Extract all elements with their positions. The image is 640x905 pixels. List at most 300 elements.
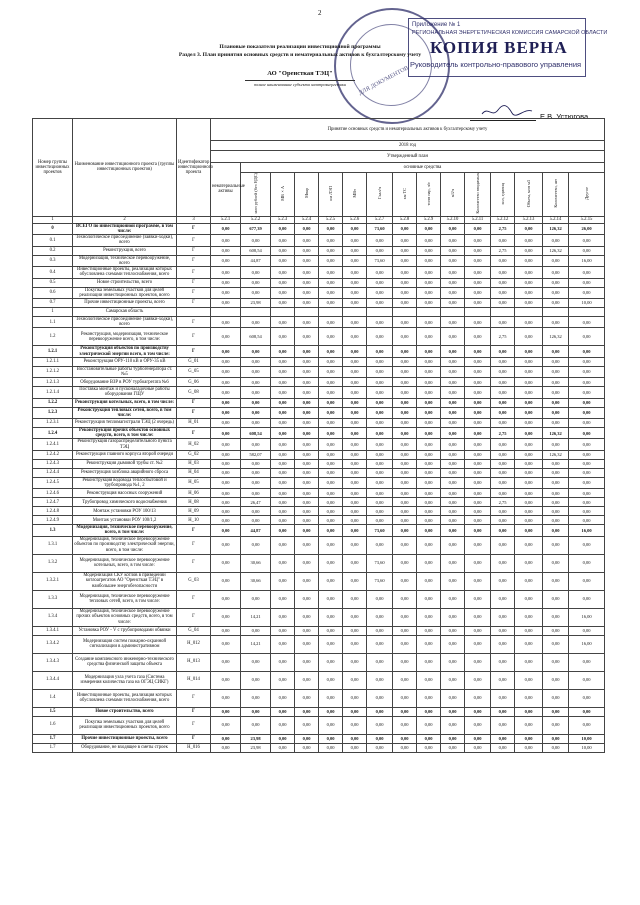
row-value: 0,00 <box>491 278 515 287</box>
row-value: 0,00 <box>241 387 271 398</box>
row-value: 0,00 <box>465 387 491 398</box>
row-value: 0,00 <box>211 626 241 635</box>
row-value: 0,00 <box>465 468 491 477</box>
row-value: 0,00 <box>241 671 271 689</box>
row-value: 0,00 <box>417 278 441 287</box>
table-row <box>33 671 605 689</box>
row-value: 0,00 <box>491 516 515 525</box>
row-value: 0,00 <box>211 235 241 246</box>
row-number: 1.4 <box>33 689 73 707</box>
row-value: 0,00 <box>367 477 393 488</box>
row-value: 0,00 <box>491 716 515 734</box>
row-value: 0,00 <box>441 357 465 366</box>
row-value: 0,00 <box>367 671 393 689</box>
row-value: 0,00 <box>465 439 491 450</box>
row-value: 0,00 <box>441 525 465 536</box>
row-value: 0,00 <box>343 734 367 743</box>
row-value: 0,00 <box>569 716 605 734</box>
row-value <box>393 307 417 316</box>
row-value: 0,00 <box>515 716 543 734</box>
row-value: 0,00 <box>343 328 367 346</box>
row-value: 0,00 <box>569 427 605 438</box>
row-value: 0,00 <box>271 516 295 525</box>
header-subcol <box>543 173 569 217</box>
row-value: 0,00 <box>393 439 417 450</box>
row-value: 0,00 <box>295 626 319 635</box>
row-value: 0,00 <box>417 450 441 459</box>
row-value: 0,00 <box>515 387 543 398</box>
row-value: 0,00 <box>343 316 367 327</box>
row-value: 0,00 <box>343 278 367 287</box>
header-project-id: Идентификатор инвестиционного проекта <box>177 119 211 217</box>
row-value: 0,00 <box>417 298 441 307</box>
row-value: 0,00 <box>417 707 441 716</box>
row-value: 0,00 <box>441 439 465 450</box>
row-value: 0,00 <box>417 398 441 407</box>
row-value: 0,00 <box>515 278 543 287</box>
row-value: 0,00 <box>295 235 319 246</box>
row-value: 0,00 <box>271 427 295 438</box>
row-value: 0,00 <box>211 572 241 590</box>
row-value: 0,00 <box>465 407 491 418</box>
row-value: 16,00 <box>569 525 605 536</box>
header-subcol <box>465 173 491 217</box>
row-value <box>319 307 343 316</box>
row-number: 0.5 <box>33 278 73 287</box>
row-value: 0,00 <box>491 477 515 488</box>
row-value: 0,00 <box>295 554 319 572</box>
row-number: 1.3.2 <box>33 554 73 572</box>
row-value: 0,00 <box>211 407 241 418</box>
row-value: 0,00 <box>543 590 569 608</box>
row-value: 0,00 <box>515 459 543 468</box>
row-value: 0,00 <box>211 223 241 234</box>
row-project-name: Новое строительство, всего <box>73 278 177 287</box>
row-value: 0,00 <box>441 468 465 477</box>
row-number: 1.3.4.2 <box>33 635 73 653</box>
row-value: 0,00 <box>241 707 271 716</box>
row-value: 0,00 <box>491 346 515 357</box>
row-value: 0,00 <box>491 554 515 572</box>
row-value: 0,00 <box>343 477 367 488</box>
row-value: 0,00 <box>319 536 343 554</box>
row-number: 1.5 <box>33 707 73 716</box>
row-value: 0,00 <box>569 378 605 387</box>
row-value: 0,00 <box>319 525 343 536</box>
row-value: 0,00 <box>295 489 319 498</box>
row-number: 1.2.3 <box>33 407 73 418</box>
column-number: 5.2.12 <box>491 216 515 223</box>
row-number: 1.1 <box>33 316 73 327</box>
row-project-id: H_09 <box>177 507 211 516</box>
row-value: 0,00 <box>569 590 605 608</box>
table-row <box>33 689 605 707</box>
table-row <box>33 590 605 608</box>
row-value: 0,00 <box>319 407 343 418</box>
row-value: 0,00 <box>343 489 367 498</box>
row-value: 0,00 <box>211 328 241 346</box>
row-value: 0,00 <box>241 346 271 357</box>
table-row <box>33 635 605 653</box>
row-value: 0,00 <box>295 516 319 525</box>
table-row <box>33 498 605 507</box>
row-value: 0,00 <box>211 477 241 488</box>
row-value: 0,00 <box>295 459 319 468</box>
row-value: 0,00 <box>569 653 605 671</box>
row-number: 1.3.2.1 <box>33 572 73 590</box>
row-value: 0,00 <box>211 287 241 298</box>
row-value: 0,00 <box>393 459 417 468</box>
row-value: 0,00 <box>393 246 417 255</box>
row-value: 0,00 <box>393 608 417 626</box>
row-value: 0,00 <box>515 468 543 477</box>
row-value: 0,00 <box>343 626 367 635</box>
row-project-id: Г <box>177 707 211 716</box>
row-value: 0,00 <box>211 398 241 407</box>
row-value: 0,00 <box>491 707 515 716</box>
row-number: 1.2.1.1 <box>33 357 73 366</box>
row-value: 0,00 <box>465 477 491 488</box>
header-subcol <box>241 173 271 217</box>
row-value: 0,00 <box>271 707 295 716</box>
row-value: 0,00 <box>441 507 465 516</box>
row-value: 0,00 <box>271 398 295 407</box>
row-project-name: Реконструкция дымовой трубы ст. №2 <box>73 459 177 468</box>
row-value: 0,00 <box>491 439 515 450</box>
row-value: 0,00 <box>491 407 515 418</box>
row-number: 1.6 <box>33 716 73 734</box>
row-value: 0,00 <box>465 328 491 346</box>
row-value: 0,00 <box>295 278 319 287</box>
row-project-name: Новое строительство, всего <box>73 707 177 716</box>
row-value: 0,00 <box>271 743 295 752</box>
row-value: 0,00 <box>393 387 417 398</box>
row-value: 0,00 <box>319 689 343 707</box>
row-value: 30,66 <box>241 572 271 590</box>
row-value: 0,00 <box>515 287 543 298</box>
row-value: 0,00 <box>319 246 343 255</box>
row-value: 0,00 <box>543 516 569 525</box>
row-value: 0,00 <box>241 516 271 525</box>
row-value: 0,00 <box>543 459 569 468</box>
row-value: 0,00 <box>543 653 569 671</box>
row-value: 0,00 <box>417 498 441 507</box>
row-value: 0,00 <box>241 398 271 407</box>
table-row <box>33 223 605 234</box>
row-value: 0,00 <box>343 387 367 398</box>
row-value: 0,00 <box>417 346 441 357</box>
row-value: 0,00 <box>491 689 515 707</box>
row-value: 0,00 <box>543 477 569 488</box>
row-value: 0,00 <box>441 427 465 438</box>
row-value: 0,00 <box>295 267 319 278</box>
row-value: 2,75 <box>491 427 515 438</box>
table-row <box>33 267 605 278</box>
row-value: 0,00 <box>367 653 393 671</box>
row-value: 0,00 <box>319 328 343 346</box>
row-project-name: Создание комплексного инженерно-технического средства физической защиты объекта <box>73 653 177 671</box>
row-value: 0,00 <box>367 267 393 278</box>
row-value: 0,00 <box>543 525 569 536</box>
row-value: 0,00 <box>241 366 271 377</box>
row-value: 0,00 <box>515 635 543 653</box>
row-value: 0,00 <box>569 418 605 427</box>
row-value: 0,00 <box>241 477 271 488</box>
row-project-name: Реконструкция хозблока аварийного сброса <box>73 468 177 477</box>
row-value: 0,00 <box>515 590 543 608</box>
row-value: 0,00 <box>319 298 343 307</box>
row-value: 0,00 <box>543 235 569 246</box>
header-subcol-label: млн рублей (без НДС) <box>252 173 258 214</box>
row-project-name: Трубопровод химического водоснабжения <box>73 498 177 507</box>
row-value: 0,00 <box>465 223 491 234</box>
row-project-id: Г <box>177 298 211 307</box>
row-value: 0,00 <box>271 554 295 572</box>
row-value: 0,00 <box>211 459 241 468</box>
row-project-name: Реконструкция главного корпуса второй очереди <box>73 450 177 459</box>
row-value: 0,00 <box>543 366 569 377</box>
row-value: 0,00 <box>319 278 343 287</box>
row-project-id: H_012 <box>177 635 211 653</box>
row-value: 0,00 <box>393 689 417 707</box>
row-value: 0,00 <box>569 439 605 450</box>
row-value: 0,00 <box>543 468 569 477</box>
row-value: 0,00 <box>295 572 319 590</box>
row-value: 0,00 <box>271 536 295 554</box>
column-number: 5.2.7 <box>367 216 393 223</box>
row-value: 0,00 <box>271 246 295 255</box>
row-value: 0,00 <box>271 450 295 459</box>
row-value: 0,00 <box>295 671 319 689</box>
row-project-name: Реконструкция, всего <box>73 246 177 255</box>
row-value: 0,00 <box>417 223 441 234</box>
stamp-annex: Приложение № 1 <box>412 22 461 28</box>
row-value: 0,00 <box>515 477 543 488</box>
row-value: 0,00 <box>417 507 441 516</box>
seal-text: ДЛЯ ДОКУМЕНТОВ <box>357 65 410 97</box>
row-value: 0,00 <box>367 498 393 507</box>
row-value: 0,00 <box>271 346 295 357</box>
row-value: 0,00 <box>211 346 241 357</box>
row-value: 0,00 <box>343 743 367 752</box>
row-number: 1.2.4.6 <box>33 489 73 498</box>
row-value: 0,00 <box>569 671 605 689</box>
row-value: 0,00 <box>393 357 417 366</box>
row-value: 0,00 <box>543 357 569 366</box>
row-value: 0,00 <box>393 223 417 234</box>
row-value: 0,00 <box>441 298 465 307</box>
row-project-name: Монтаж установки РОУ 100/1,2 <box>73 516 177 525</box>
row-value: 0,00 <box>211 255 241 266</box>
row-value: 0,00 <box>271 590 295 608</box>
row-value: 0,00 <box>515 235 543 246</box>
row-value: 0,00 <box>441 707 465 716</box>
row-value: 0,00 <box>543 716 569 734</box>
row-value: 26,47 <box>241 498 271 507</box>
row-value: 0,00 <box>393 507 417 516</box>
row-value: 0,00 <box>367 507 393 516</box>
row-value: 0,00 <box>393 278 417 287</box>
row-value: 0,00 <box>569 387 605 398</box>
row-value: 0,00 <box>271 689 295 707</box>
row-value: 44,87 <box>241 525 271 536</box>
row-project-name: Самарская область <box>73 307 177 316</box>
row-value: 0,00 <box>465 525 491 536</box>
row-value: 0,00 <box>319 378 343 387</box>
header-fixed-assets: основные средства <box>241 163 605 173</box>
row-value: 0,00 <box>417 459 441 468</box>
table-row <box>33 235 605 246</box>
row-value: 0,00 <box>417 418 441 427</box>
row-value: 0,00 <box>441 590 465 608</box>
row-value: 0,00 <box>343 287 367 298</box>
row-value: 0,00 <box>211 316 241 327</box>
row-value: 0,00 <box>367 316 393 327</box>
column-number: 5.2.4 <box>295 216 319 223</box>
row-value: 0,00 <box>569 357 605 366</box>
row-value: 0,00 <box>211 450 241 459</box>
row-project-name: Реконструкция объектов по производству электрической энергии всего, в том числе: <box>73 346 177 357</box>
row-value <box>211 307 241 316</box>
row-value: 0,00 <box>295 418 319 427</box>
row-value: 0,00 <box>367 590 393 608</box>
row-value: 0,00 <box>393 477 417 488</box>
row-value: 30,66 <box>241 554 271 572</box>
header-approved-plan: Утвержденный план <box>211 151 605 163</box>
header-subcol-label: Количество, шт <box>552 179 558 208</box>
row-value: 0,00 <box>211 427 241 438</box>
row-value: 0,00 <box>417 468 441 477</box>
row-value: 0,00 <box>569 235 605 246</box>
row-value: 0,00 <box>417 626 441 635</box>
row-project-id: Г <box>177 525 211 536</box>
row-value: 23,98 <box>241 734 271 743</box>
row-value: 0,00 <box>543 734 569 743</box>
row-value: 0,00 <box>319 572 343 590</box>
row-value: 0,00 <box>393 346 417 357</box>
row-value: 0,00 <box>491 635 515 653</box>
column-number: 5.2.15 <box>569 216 605 223</box>
header-project-name: Наименование инвестиционного проекта (группы инвестиционных проектов) <box>73 119 177 217</box>
row-value: 0,00 <box>543 671 569 689</box>
row-value: 0,00 <box>465 671 491 689</box>
row-value: 0,00 <box>491 450 515 459</box>
row-project-name: Прочие инвестиционные проекты, всего <box>73 734 177 743</box>
table-row <box>33 387 605 398</box>
row-value: 0,00 <box>319 439 343 450</box>
row-value: 0,00 <box>465 707 491 716</box>
row-value: 0,00 <box>441 743 465 752</box>
row-value: 0,00 <box>465 357 491 366</box>
organization-name: АО "Оренсткая ТЭЦ" <box>267 70 333 77</box>
row-value: 0,00 <box>343 507 367 516</box>
row-value: 73,60 <box>367 572 393 590</box>
row-value: 2,75 <box>491 328 515 346</box>
row-value: 0,00 <box>319 346 343 357</box>
row-value: 0,00 <box>465 298 491 307</box>
row-value: 0,00 <box>441 716 465 734</box>
row-value: 0,00 <box>393 328 417 346</box>
section-title: Раздел 3. План принятия основных средств и нематериальных активов к бухгалтерскому учету <box>178 52 422 58</box>
row-value <box>465 307 491 316</box>
row-value: 0,00 <box>465 626 491 635</box>
row-value: 0,00 <box>569 366 605 377</box>
row-value: 0,00 <box>441 626 465 635</box>
row-value: 0,00 <box>569 328 605 346</box>
row-value: 0,00 <box>515 298 543 307</box>
row-project-id: H_01 <box>177 418 211 427</box>
row-number: 1.2.4.1 <box>33 439 73 450</box>
header-subcol-label: кол, единиц <box>499 182 505 205</box>
row-value: 0,00 <box>271 418 295 427</box>
row-value: 0,00 <box>465 572 491 590</box>
row-value: 0,00 <box>295 635 319 653</box>
row-value: 0,00 <box>211 298 241 307</box>
table-row <box>33 346 605 357</box>
row-project-name: Модернизация, техническое перевооружение тепловых сетей, всего, в том числе: <box>73 590 177 608</box>
row-number: 1.7 <box>33 734 73 743</box>
row-value: 0,00 <box>417 407 441 418</box>
row-value: 0,00 <box>241 459 271 468</box>
row-value: 0,00 <box>515 366 543 377</box>
row-value: 0,00 <box>271 468 295 477</box>
row-value <box>367 307 393 316</box>
row-value: 0,00 <box>491 316 515 327</box>
row-value: 0,00 <box>319 459 343 468</box>
row-value: 0,00 <box>465 287 491 298</box>
row-value: 0,00 <box>441 671 465 689</box>
row-value: 0,00 <box>241 507 271 516</box>
row-value: 0,00 <box>543 507 569 516</box>
row-value: 0,00 <box>343 525 367 536</box>
row-project-id: Г <box>177 278 211 287</box>
row-project-name: Оборудование ВЗР в РОУ турбоагрегата №6 <box>73 378 177 387</box>
row-number: 1.2.4.7 <box>33 498 73 507</box>
row-value: 0,00 <box>295 468 319 477</box>
row-value: 0,00 <box>367 398 393 407</box>
row-value <box>543 307 569 316</box>
row-value: 0,00 <box>569 459 605 468</box>
row-value: 0,00 <box>515 554 543 572</box>
header-nonmaterial-assets: нематериальные активы <box>211 163 241 217</box>
row-value: 0,00 <box>393 671 417 689</box>
table-row <box>33 507 605 516</box>
row-number: 1.2.1 <box>33 346 73 357</box>
row-value: 0,00 <box>417 536 441 554</box>
row-value: 0,00 <box>515 328 543 346</box>
row-value: 0,00 <box>569 267 605 278</box>
row-value: 0,00 <box>367 635 393 653</box>
row-value: 0,00 <box>393 267 417 278</box>
row-value: 0,00 <box>515 743 543 752</box>
row-value: 126,32 <box>543 223 569 234</box>
row-value: 0,00 <box>465 489 491 498</box>
row-value: 0,00 <box>295 653 319 671</box>
table-row <box>33 439 605 450</box>
row-value: 0,00 <box>465 536 491 554</box>
row-value: 0,00 <box>343 536 367 554</box>
row-value: 0,00 <box>515 498 543 507</box>
table-row <box>33 525 605 536</box>
row-value: 0,00 <box>569 536 605 554</box>
row-value: 0,00 <box>417 743 441 752</box>
signer-name: Е.В. Устюгова <box>540 112 589 121</box>
row-project-id: H_04 <box>177 468 211 477</box>
row-value: 0,00 <box>491 468 515 477</box>
row-value: 0,00 <box>343 267 367 278</box>
row-number: 1.3.4 <box>33 608 73 626</box>
row-value: 0,00 <box>367 743 393 752</box>
